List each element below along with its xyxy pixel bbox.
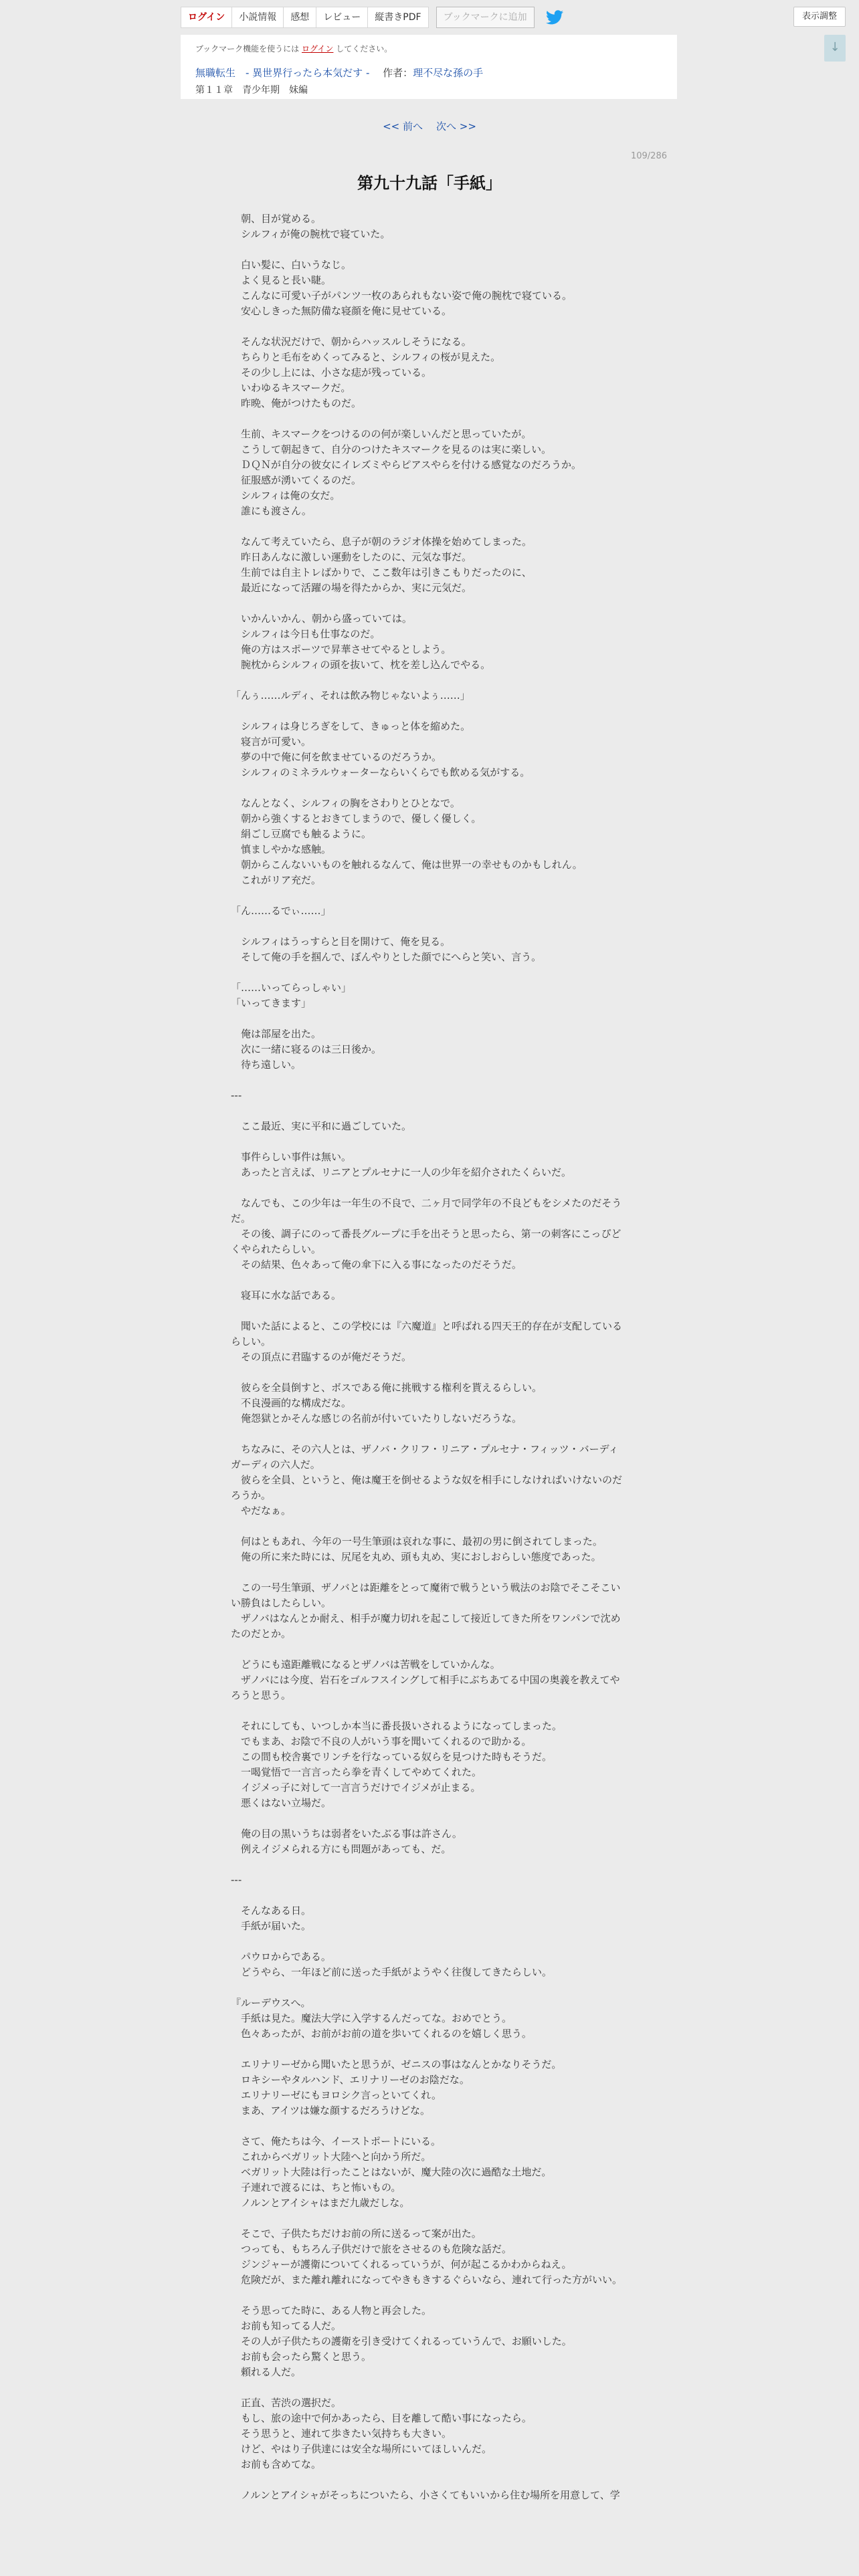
series-title-link[interactable]: 無職転生 - 異世界行ったら本気だす - xyxy=(195,67,370,79)
novel-paragraph: ちなみに、その六人とは、ザノバ・クリフ・リニア・プルセナ・フィッツ・バーディガーディの六人だ。 彼らを全員、というと、俺は魔王を倒せるような奴を相手にしなければいけないのだろうか。 やだなぁ。 xyxy=(231,1443,623,1517)
novel-header xyxy=(181,35,677,99)
novel-paragraph: なんて考えていたら、息子が朝のラジオ体操を始めてしまった。 昨日あんなに激しい運動をしたのに、元気な事だ。 生前では自主トレばかりで、ここ数年は引きこもりだったのに、 最近になって活躍の場を得たからか、実に元気だ。 xyxy=(241,536,533,594)
scroll-down-tab[interactable]: ↓ xyxy=(824,35,846,62)
novel-paragraph: シルフィはうっすらと目を開けて、俺を見る。 そして俺の手を掴んで、ぼんやりとした顔でにへらと笑い、言う。 xyxy=(241,936,542,963)
author-link[interactable]: 理不尽な孫の手 xyxy=(413,67,484,79)
series-info xyxy=(195,66,483,80)
bookmark-login-link[interactable]: ログイン xyxy=(302,44,334,53)
novel-paragraph: なんでも、この少年は一年生の不良で、二ヶ月で同学年の不良どもをシメたのだそうだ。 その後、調子にのって番長グループに手を出そうと思ったら、第一の刺客にこっぴどくやられたらしい。 その結果、色々あって俺の傘下に入る事になったのだそうだ。 xyxy=(231,1197,622,1271)
page-count: 109/286 xyxy=(630,151,667,161)
display-adjust-button[interactable]: 表示調整 xyxy=(793,7,846,27)
login-link[interactable]: ログイン xyxy=(181,7,232,28)
add-bookmark-button[interactable]: ブックマークに追加 xyxy=(436,7,535,28)
novel-paragraph: 聞いた話によると、この学校には『六魔道』と呼ばれる四天王的存在が支配しているらしい。 その頂点に君臨するのが俺だそうだ。 xyxy=(231,1320,623,1363)
bookmark-login-note: ブックマーク機能を使うには ログイン してください。 xyxy=(195,44,393,53)
global-nav xyxy=(181,7,563,28)
novel-paragraph: 何はともあれ、今年の一号生筆頭は哀れな事に、最初の男に倒されてしまった。 俺の所に来た時には、尻尾を丸め、頭も丸め、実におしおらしい態度であった。 xyxy=(241,1535,603,1563)
chapter-title: 第１１章 青少年期 妹編 xyxy=(195,85,308,96)
novel-paragraph: 事件らしい事件は無い。 あったと言えば、リニアとプルセナに一人の少年を紹介されたくらいだ。 xyxy=(241,1151,571,1178)
next-page-link[interactable]: 次へ >> xyxy=(436,120,476,132)
novel-paragraph: 俺は部屋を出た。 次に一緒に寝るのは三日後か。 待ち遠しい。 xyxy=(241,1028,382,1071)
novel-paragraph: ノルンとアイシャがそっちについたら、小さくてもいいから住む場所を用意して、学 xyxy=(231,2489,620,2501)
novel-paragraph: そんな状況だけで、朝からハッスルしそうになる。 ちらりと毛布をめくってみると、シルフィの桜が見えた。 その少し上には、小さな痣が残っている。 いわゆるキスマークだ。 昨晩、俺がつけたものだ。 xyxy=(241,336,501,409)
author-label: 作者： xyxy=(383,67,413,79)
episode-title: 第九十九話「手紙」 xyxy=(357,174,502,193)
novel-paragraph: そこで、子供たちだけお前の所に送るって案が出た。 つっても、もちろん子供だけで旅をさせるのも危険な話だ。 ジンジャーが護衛についてくれるっていうが、何が起こるかわからねえ。 危険だが、また離れ離れになってやきもきするぐらいなら、連れて行った方がいい。 xyxy=(241,2228,623,2286)
novel-paragraph: 「んぅ……ルディ、それは飲み物じゃないよぅ……」 xyxy=(231,689,470,702)
novel-paragraph: この一号生筆頭、ザノバとは距離をとって魔術で戦うという戦法のお陰でそこそこいい勝負はしたらしい。 ザノバはなんとか耐え、相手が魔力切れを起こして接近してきた所をワンパンで沈めたのだとか。 xyxy=(231,1582,621,1640)
novel-paragraph: 朝、目が覚める。 シルフィが俺の腕枕で寝ていた。 xyxy=(241,213,391,240)
top-navigation-bar xyxy=(0,0,859,35)
novel-paragraph: 「ん……るでぃ……」 xyxy=(231,905,331,917)
novel-paragraph: さて、俺たちは今、イーストポートにいる。 これからベガリット大陸へと向かう所だ。 ベガリット大陸は行ったことはないが、魔大陸の次に過酷な土地だ。 子連れで渡るには、ちと怖いもの。 ノルンとアイシャはまだ九歳だしな。 xyxy=(241,2135,552,2209)
novel-paragraph: 正直、苦渋の選択だ。 もし、旅の途中で何かあったら、目を離して酷い事になったら。 そう思うと、連れて歩きたい気持ちも大きい。 けど、やはり子供達には安全な場所にいてほしいんだ。 お前も含めてな。 xyxy=(241,2397,532,2470)
prev-page-link[interactable]: << 前へ xyxy=(383,120,423,132)
novel-paragraph: --- xyxy=(231,1874,242,1886)
novel-paragraph: そう思ってた時に、ある人物と再会した。 お前も知ってる人だ。 その人が子供たちの護衛を引き受けてくれるっていうんで、お願いした。 お前も会ったら驚くと思う。 頼れる人だ。 xyxy=(241,2304,572,2378)
novel-paragraph: なんとなく、シルフィの胸をさわりとひとなで。 朝から強くするとおきてしまうので、優しく優しく。 絹ごし豆腐でも触るように。 慎ましやかな感触。 朝からこんないいものを触れるなんて、俺は世界一の幸せものかもしれん。 これがリア充だ。 xyxy=(241,797,583,886)
novel-info-link[interactable]: 小説情報 xyxy=(231,7,284,28)
novel-paragraph: 『ルーデウスへ。 手紙は見た。魔法大学に入学するんだってな。おめでとう。 色々あったが、お前がお前の道を歩いてくれるのを嬉しく思う。 xyxy=(231,1997,532,2040)
novel-paragraph: ここ最近、実に平和に過ごしていた。 xyxy=(231,1120,412,1132)
novel-paragraph: 彼らを全員倒すと、ボスである俺に挑戦する権利を貰えるらしい。 不良漫画的な構成だな。 俺怨獄とかそんな感じの名前が付いていたりしないだろうな。 xyxy=(241,1382,543,1424)
review-link[interactable]: レビュー xyxy=(316,7,368,28)
twitter-icon[interactable] xyxy=(546,10,563,25)
novel-paragraph: いかんいかん、朝から盛っていては。 シルフィは今日も仕事なのだ。 俺の方はスポーツで昇華させてやるとしよう。 腕枕からシルフィの頭を抜いて、枕を差し込んでやる。 xyxy=(241,613,491,671)
novel-paragraph: パウロからである。 どうやら、一年ほど前に送った手紙がようやく往復してきたらしい。 xyxy=(241,1951,553,1978)
novel-paragraph: --- xyxy=(231,1089,242,1101)
novel-paragraph: 「……いってらっしゃい」 「いってきます」 xyxy=(231,982,352,1009)
impressions-link[interactable]: 感想 xyxy=(283,7,316,28)
novel-paragraph: 白い髪に、白いうなじ。 よく見ると長い睫。 こんなに可愛い子がパンツ一枚のあられもない姿で俺の腕枕で寝ている。 安心しきった無防備な寝顔を俺に見せている。 xyxy=(241,259,573,317)
novel-paragraph: 俺の目の黒いうちは弱者をいたぶる事は許さん。 例えイジメられる方にも問題があっても、だ。 xyxy=(241,1828,462,1855)
novel-paragraph: そんなある日。 手紙が届いた。 xyxy=(241,1905,312,1932)
novel-paragraph: エリナリーゼから聞いたと思うが、ゼニスの事はなんとかなりそうだ。 ロキシーやタルハンド、エリナリーゼのお陰だな。 エリナリーゼにもヨロシク言っといてくれ。 まあ、アイツは嫌な顔するだろうけどな。 xyxy=(241,2058,562,2117)
vertical-pdf-link[interactable]: 縦書きPDF xyxy=(367,7,428,28)
novel-paragraph: それにしても、いつしか本当に番長扱いされるようになってしまった。 でもまあ、お陰で不良の人がいう事を聞いてくれるので助かる。 この間も校舎裏でリンチを行なっている奴らを見つけた時もそうだ。 一喝覚悟で一言言ったら拳を青くしてやめてくれた。 イジメっ子に対して一言言うだけでイジメが止まる。 悪くはない立場だ。 xyxy=(241,1720,563,1809)
novel-body xyxy=(231,211,626,2518)
novel-paragraph: 寝耳に水な話である。 xyxy=(231,1289,342,1301)
novel-paragraph: シルフィは身じろぎをして、きゅっと体を縮めた。 寝言が可愛い。 夢の中で俺に何を飲ませているのだろうか。 シルフィのミネラルウォーターならいくらでも飲める気がする。 xyxy=(241,720,531,778)
novel-paragraph: どうにも遠距離戦になるとザノバは苦戦をしていかんな。 ザノバには今度、岩石をゴルフスイングして相手にぶちあてる中国の奥義を教えてやろうと思う。 xyxy=(231,1658,620,1701)
top-pager xyxy=(0,119,859,133)
novel-paragraph: 生前、キスマークをつけるのの何が楽しいんだと思っていたが。 こうして朝起きて、自分のつけたキスマークを見るのは実に楽しい。 ＤＱＮが自分の彼女にイレズミやらピアスやらを付ける感覚なのだろうか。 征服感が湧いてくるのだ。 シルフィは俺の女だ。 誰にも渡さん。 xyxy=(241,428,581,517)
